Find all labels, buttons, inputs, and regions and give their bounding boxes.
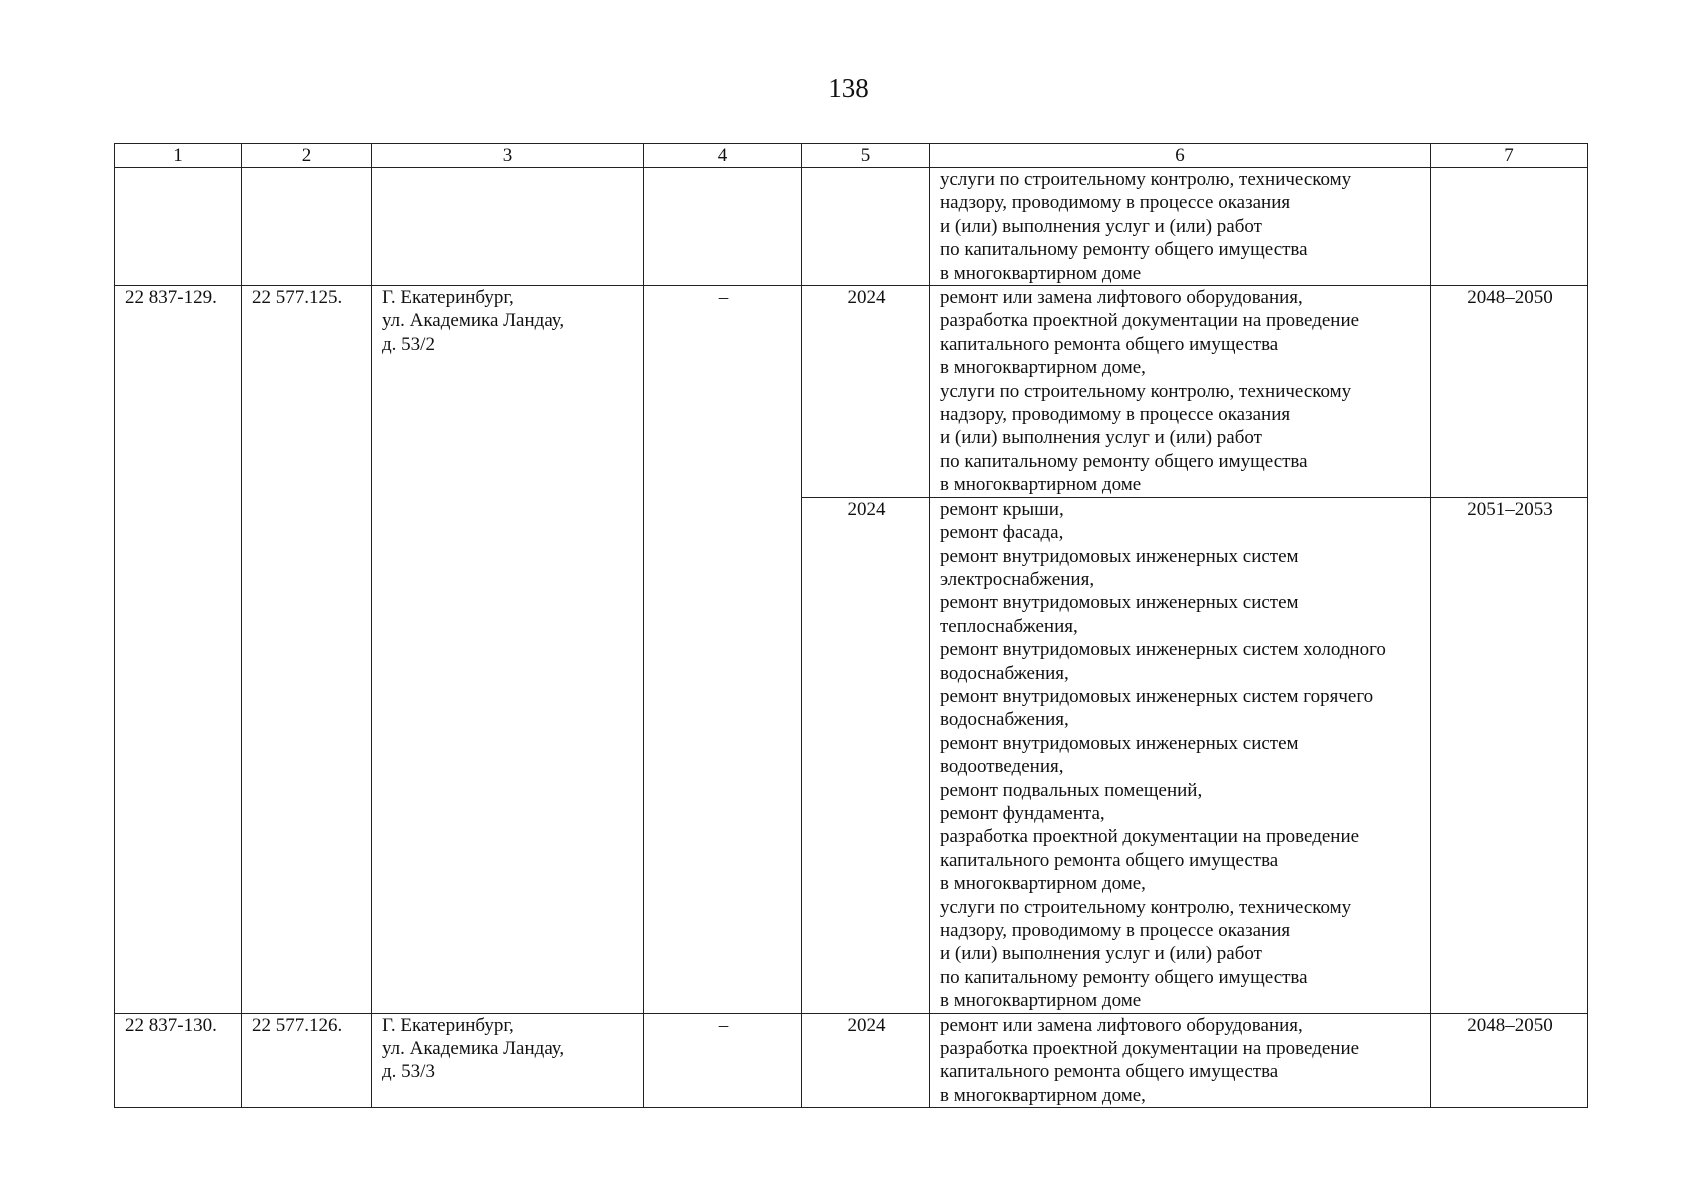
column-header: 4 — [644, 144, 802, 168]
period-cell: 2051–2053 — [1431, 497, 1588, 1013]
register-number-cell: 22 577.126. — [242, 1013, 372, 1108]
column-4-cell: – — [644, 1013, 802, 1108]
column-header: 6 — [930, 144, 1431, 168]
works-cell: ремонт или замена лифтового оборудования, разработка проектной документации на проведение капитального ремонта общего имущества в многоквартирном доме, услуги по строительному контролю, техническому надзору, проводимому в процессе оказания и (или) выполнения услуг и (или) работ по капитальному ремонту общего имущества в многоквартирном доме — [930, 286, 1431, 498]
column-header: 3 — [372, 144, 644, 168]
address-cell: Г. Екатеринбург, ул. Академика Ландау, д. 53/2 — [372, 286, 644, 1014]
row-number-cell — [115, 168, 242, 286]
works-cell: ремонт или замена лифтового оборудования, разработка проектной документации на проведение капитального ремонта общего имущества в многоквартирном доме, — [930, 1013, 1431, 1108]
register-table — [114, 143, 1588, 1108]
column-header: 7 — [1431, 144, 1588, 168]
address-cell — [372, 168, 644, 286]
column-header: 2 — [242, 144, 372, 168]
table-row — [115, 1013, 1588, 1108]
column-header: 1 — [115, 144, 242, 168]
year-cell: 2024 — [802, 286, 930, 498]
year-cell: 2024 — [802, 1013, 930, 1108]
address-cell: Г. Екатеринбург, ул. Академика Ландау, д. 53/3 — [372, 1013, 644, 1108]
column-4-cell — [644, 168, 802, 286]
row-number-cell: 22 837-130. — [115, 1013, 242, 1108]
period-cell: 2048–2050 — [1431, 286, 1588, 498]
period-cell: 2048–2050 — [1431, 1013, 1588, 1108]
row-number-cell: 22 837-129. — [115, 286, 242, 1014]
page-number: 138 — [828, 73, 869, 103]
table-row — [115, 168, 1588, 286]
column-header: 5 — [802, 144, 930, 168]
register-number-cell — [242, 168, 372, 286]
works-cell: услуги по строительному контролю, техническому надзору, проводимому в процессе оказания и (или) выполнения услуг и (или) работ по капитальному ремонту общего имущества в многоквартирном доме — [930, 168, 1431, 286]
table-row — [115, 286, 1588, 498]
year-cell — [802, 168, 930, 286]
works-cell: ремонт крыши, ремонт фасада, ремонт внутридомовых инженерных систем электроснабжения, ремонт внутридомовых инженерных систем теплоснабжения, ремонт внутридомовых инженерных систем холодного водоснабжения, ремонт внутридомовых инженерных систем горячего водоснабжения, ремонт внутридомовых инженерных систем водоотведения, ремонт подвальных помещений, ремонт фундамента, разработка проектной документации на проведение капитального ремонта общего имущества в многоквартирном доме, услуги по строительному контролю, техническому надзору, проводимому в процессе оказания и (или) выполнения услуг и (или) работ по капитальному ремонту общего имущества в многоквартирном доме — [930, 497, 1431, 1013]
period-cell — [1431, 168, 1588, 286]
table-header-row — [115, 144, 1588, 168]
register-number-cell: 22 577.125. — [242, 286, 372, 1014]
column-4-cell: – — [644, 286, 802, 1014]
year-cell: 2024 — [802, 497, 930, 1013]
